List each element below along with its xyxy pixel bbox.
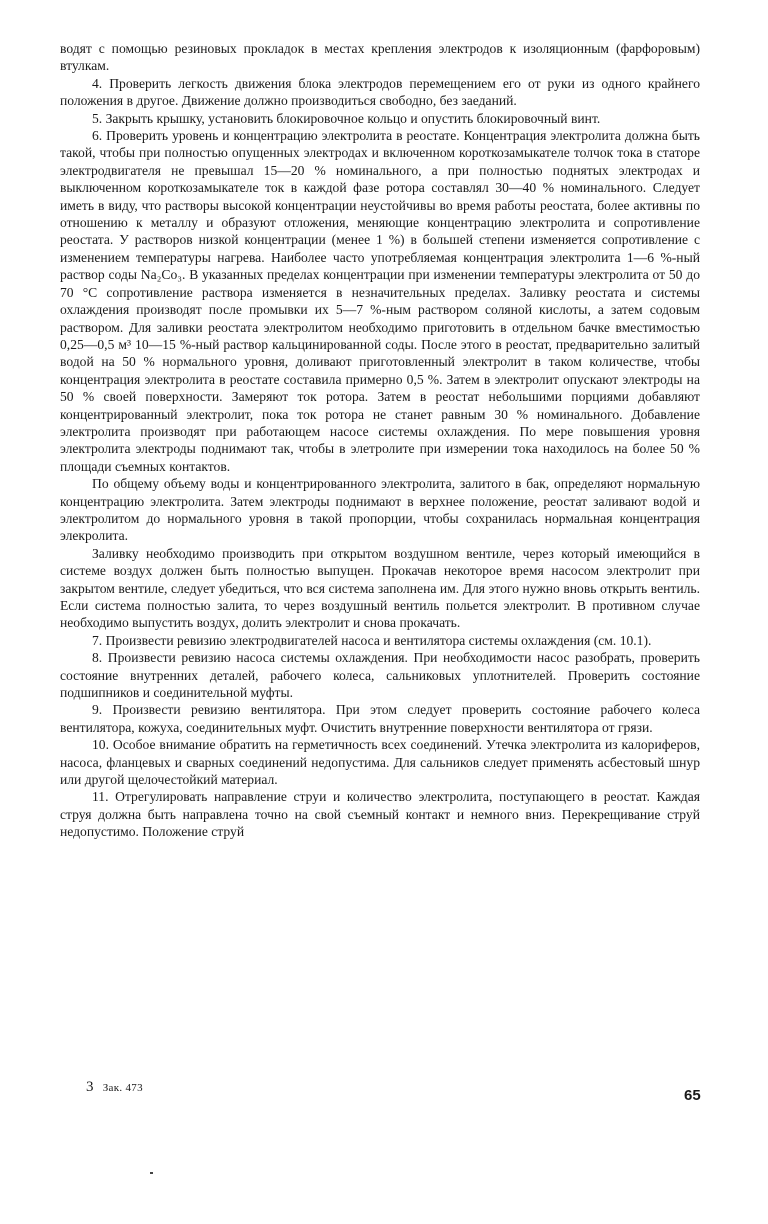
paragraph-filling-note: Заливку необходимо производить при открытом воздушном вентиле, через который имеющийся в системе воздух должен быть полностью выпущен. Прокачав некоторое время насосом электролит при закрытом вентиле, следует убедиться, что вся система заполнена им. Для этого нужно вновь открыть вентиль. Если система полностью залита, то через воздушный вентиль польется электролит. В противном случае необходимо выпустить воздух, долить электролит и снова прокачать. xyxy=(60,545,700,631)
paragraph-item-9: 9. Произвести ревизию вентилятора. При этом следует проверить состояние рабочего колеса вентилятора, кожуха, соединительных муфт. Очистить внутренние поверхности вентилятора от грязи. xyxy=(60,702,700,735)
page-number: 65 xyxy=(684,1087,701,1104)
paragraph-item-6: 6. Проверить уровень и концентрацию электролита в реостате. Концентрация электролита должна быть такой, чтобы при полностью опущенных электродах и включенном короткозамыкателе толчок тока в статоре электродвигателя не превышал 15—20 % номинального, а при полностью поднятых электродах и выключенном короткозамыкателе ток в каждой фазе ротора составлял 30—40 % номинального. Следует иметь в виду, что растворы высокой концентрации неустойчивы во время работы реостата, более активны по отношению к металлу и образуют отложения, меняющие концентрацию электролита и сопротивление реостата. У растворов низкой концентрации (менее 1 %) в большей степени изменяется сопротивление с изменением температуры нагрева. Наиболее часто употребляемая концентрация электролита 1—6 %-ный раствор соды Na₂Co₃. В указанных пределах концентрации при изменении температуры электролита от 50 до 70 °С сопротивление раствора изменяется в незначительных пределах. Заливку реостата и системы охлаждения производят после промывки их 5—7 %-ным раствором соляной кислоты, а затем содовым раствором. Для заливки реостата электролитом необходимо приготовить в отдельном бачке вместимостью 0,25—0,5 м³ 10—15 %-ный раствор кальцинированной соды. После этого в реостат, предварительно залитый водой на 50 % нормального уровня, доливают приготовленный электролит в таком количестве, чтобы концентрация электролита в реостате составила примерно 0,5 %. Затем в электролит опускают электроды на 50 % своей поверхности. Замеряют ток ротора. Затем в реостат небольшими порциями добавляют концентрированный электролит, пока ток ротора не станет равным 30 % номинального. Добавление электролита производят при работающем насосе системы охлаждения. По мере повышения уровня электролита электроды поднимают так, чтобы в элетролите при измерении тока находилось на более 50 % площади съемных контактов. xyxy=(60,128,700,474)
paragraph-item-10: 10. Особое внимание обратить на герметичность всех соединений. Утечка электролита из калориферов, насоса, фланцевых и сварных соединений недопустима. Для сальников следует применять асбестовый шнур или другой щелочестойкий материал. xyxy=(60,737,700,788)
paragraph-item-4: 4. Проверить легкость движения блока электродов перемещением его от руки из одного крайнего положения в другое. Движение должно производиться свободно, без заеданий. xyxy=(60,75,700,109)
paragraph-item-11: 11. Отрегулировать направление струи и количество электролита, поступающего в реостат. Каждая струя должна быть направлена точно на свой съемный контакт и немного вниз. Перекрещивание струй недопустимо. Положение струй xyxy=(60,789,700,840)
body-text xyxy=(60,40,700,841)
paragraph-item-7: 7. Произвести ревизию электродвигателей насоса и вентилятора системы охлаждения (см. 10.1). xyxy=(92,632,652,648)
paragraph-continuation: водят с помощью резиновых прокладок в местах крепления электродов к изоляционным (фарфоровым) втулкам. xyxy=(60,41,700,74)
printer-signature xyxy=(86,1079,143,1096)
signature-number: 3 xyxy=(86,1079,94,1095)
paragraph-item-8: 8. Произвести ревизию насоса системы охлаждения. При необходимости насос разобрать, проверить состояние внутренних деталей, рабочего колеса, сальниковых уплотнителей. Проверить состояние подшипников и соединительной муфты. xyxy=(60,650,700,701)
signature-order: Зак. 473 xyxy=(102,1082,143,1094)
print-speck xyxy=(150,1172,153,1174)
paragraph-item-5: 5. Закрыть крышку, установить блокировочное кольцо и опустить блокировочный винт. xyxy=(92,110,601,126)
paragraph-concentration-note: По общему объему воды и концентрированного электролита, залитого в бак, определяют нормальную концентрацию электролита. Затем электроды поднимают в верхнее положение, реостат заливают водой и электролитом до нормального уровня в такой пропорции, чтобы сохранилась нормальная концентрация элекролита. xyxy=(60,476,700,544)
